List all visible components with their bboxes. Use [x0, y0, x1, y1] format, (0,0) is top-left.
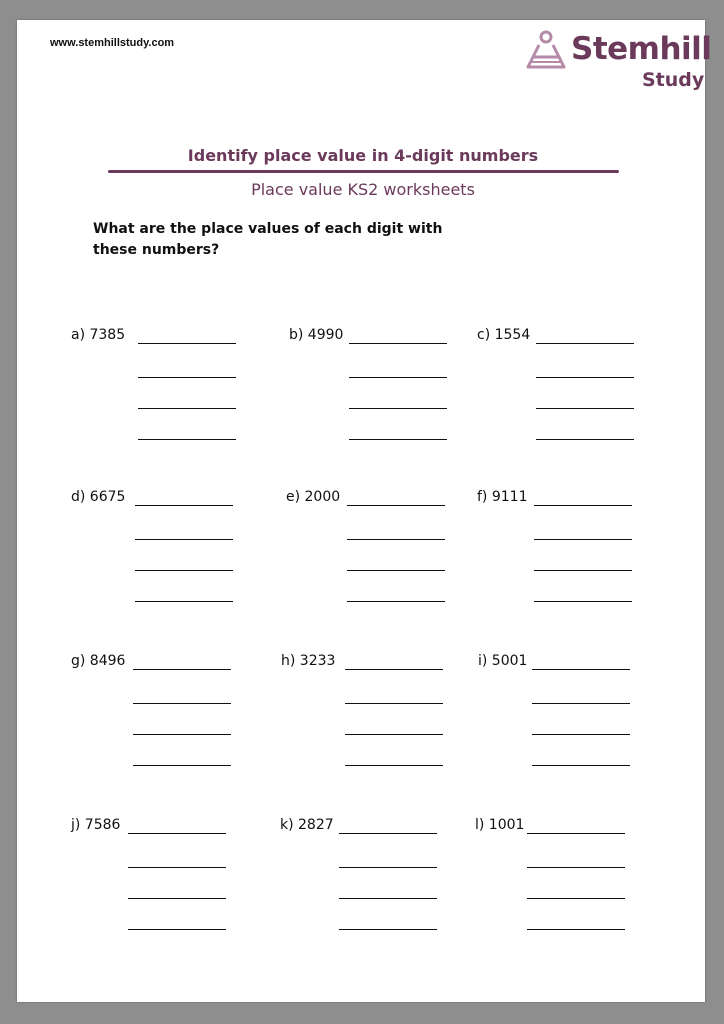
question-label: i) 5001	[478, 653, 528, 669]
answer-line[interactable]	[135, 570, 233, 571]
title-divider	[108, 170, 619, 173]
answer-line[interactable]	[347, 539, 445, 540]
question-label: d) 6675	[71, 489, 126, 505]
answer-line[interactable]	[135, 539, 233, 540]
answer-line[interactable]	[133, 734, 231, 735]
answer-line[interactable]	[536, 377, 634, 378]
question-label: k) 2827	[280, 817, 334, 833]
answer-line[interactable]	[532, 734, 630, 735]
website-url: www.stemhillstudy.com	[50, 37, 175, 49]
question-label: a) 7385	[71, 327, 126, 343]
answer-line[interactable]	[135, 505, 233, 506]
answer-line[interactable]	[347, 601, 445, 602]
answer-line[interactable]	[534, 601, 632, 602]
answer-line[interactable]	[349, 343, 447, 344]
answer-line[interactable]	[349, 408, 447, 409]
answer-line[interactable]	[128, 833, 226, 834]
logo-wordmark-study: Study	[642, 69, 705, 91]
question-label: l) 1001	[475, 817, 525, 833]
answer-line[interactable]	[339, 867, 437, 868]
stemhill-flask-logo-icon	[524, 29, 568, 73]
answer-line[interactable]	[534, 570, 632, 571]
answer-line[interactable]	[128, 898, 226, 899]
answer-line[interactable]	[527, 867, 625, 868]
answer-line[interactable]	[133, 669, 231, 670]
question-label: j) 7586	[71, 817, 121, 833]
answer-line[interactable]	[345, 734, 443, 735]
worksheet-title: Identify place value in 4-digit numbers	[187, 146, 539, 165]
answer-line[interactable]	[532, 765, 630, 766]
answer-line[interactable]	[349, 377, 447, 378]
answer-line[interactable]	[347, 570, 445, 571]
answer-line[interactable]	[536, 408, 634, 409]
answer-line[interactable]	[345, 765, 443, 766]
answer-line[interactable]	[345, 669, 443, 670]
answer-line[interactable]	[345, 703, 443, 704]
stemhill-logo	[522, 25, 712, 100]
question-label: c) 1554	[477, 327, 531, 343]
logo-wordmark-stemhill: Stemhill	[571, 31, 712, 67]
answer-line[interactable]	[138, 377, 236, 378]
answer-line[interactable]	[339, 833, 437, 834]
answer-line[interactable]	[532, 703, 630, 704]
answer-line[interactable]	[138, 439, 236, 440]
answer-line[interactable]	[349, 439, 447, 440]
answer-line[interactable]	[138, 408, 236, 409]
worksheet-instruction: What are the place values of each digit with these numbers?	[93, 221, 443, 258]
question-label: f) 9111	[477, 489, 528, 505]
answer-line[interactable]	[138, 343, 236, 344]
answer-line[interactable]	[128, 867, 226, 868]
answer-line[interactable]	[133, 703, 231, 704]
answer-line[interactable]	[128, 929, 226, 930]
answer-line[interactable]	[347, 505, 445, 506]
answer-line[interactable]	[339, 929, 437, 930]
answer-line[interactable]	[339, 898, 437, 899]
worksheet-page	[17, 20, 712, 1002]
answer-line[interactable]	[534, 505, 632, 506]
question-label: g) 8496	[71, 653, 126, 669]
answer-line[interactable]	[532, 669, 630, 670]
question-label: h) 3233	[281, 653, 336, 669]
answer-line[interactable]	[534, 539, 632, 540]
answer-line[interactable]	[527, 929, 625, 930]
worksheet-subtitle: Place value KS2 worksheets	[251, 180, 475, 199]
answer-line[interactable]	[527, 833, 625, 834]
answer-line[interactable]	[527, 898, 625, 899]
answer-line[interactable]	[536, 439, 634, 440]
answer-line[interactable]	[133, 765, 231, 766]
answer-line[interactable]	[536, 343, 634, 344]
answer-line[interactable]	[135, 601, 233, 602]
question-label: b) 4990	[289, 327, 344, 343]
question-label: e) 2000	[286, 489, 341, 505]
